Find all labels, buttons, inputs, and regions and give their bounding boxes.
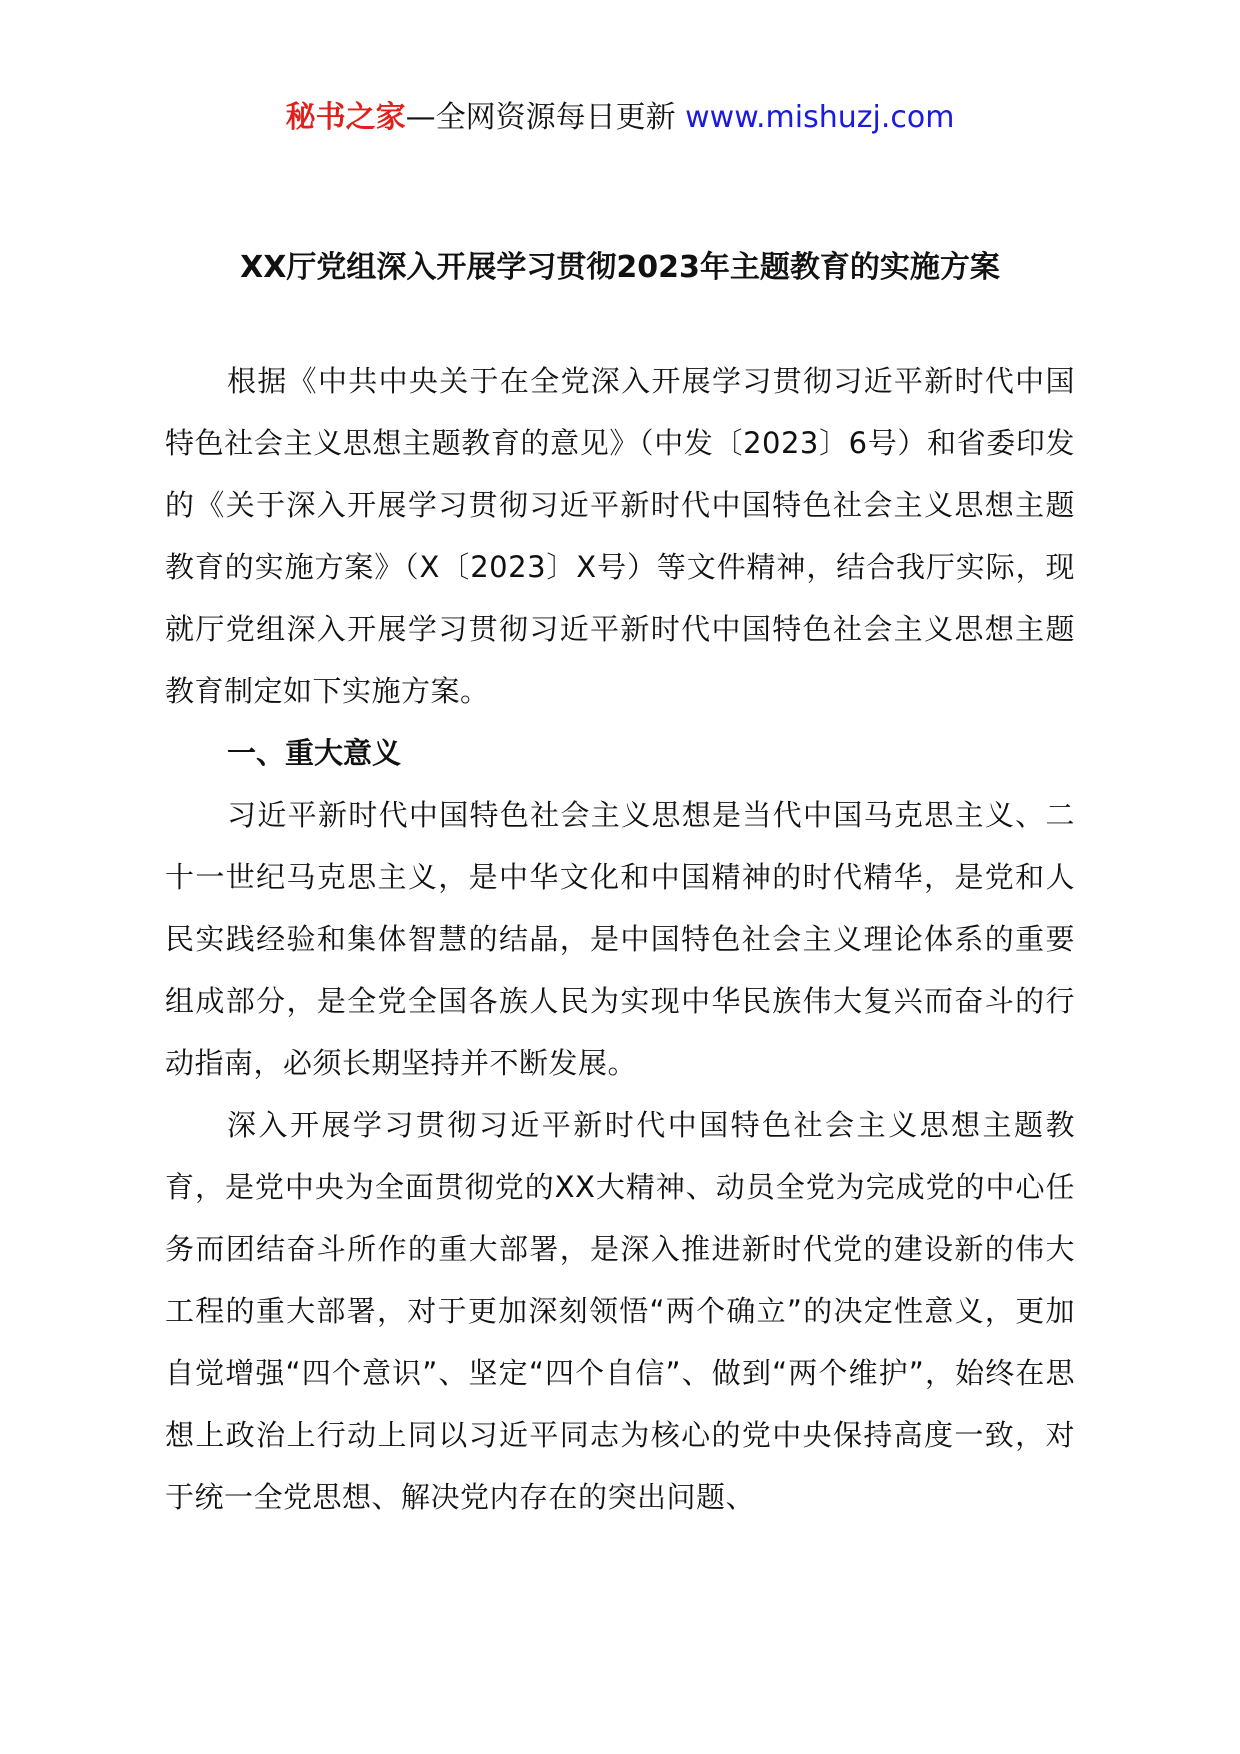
document-title: XX厅党组深入开展学习贯彻2023年主题教育的实施方案	[240, 250, 1000, 285]
paragraph-intro: 根据《中共中央关于在全党深入开展学习贯彻习近平新时代中国特色社会主义思想主题教育的意见》（中发〔2023〕6号）和省委印发的《关于深入开展学习贯彻习近平新时代中国特色社会主义思想主题教育的实施方案》（X〔2023〕X号）等文件精神，结合我厅实际，现就厅党组深入开展学习贯彻习近平新时代中国特色社会主义思想主题教育制定如下实施方案。	[165, 364, 1075, 708]
site-url-link[interactable]: www.mishuzj.com	[685, 100, 955, 135]
section-heading-significance: 一、重大意义	[227, 736, 402, 770]
header-slogan: —全网资源每日更新	[405, 100, 676, 135]
paragraph-significance-1: 习近平新时代中国特色社会主义思想是当代中国马克思主义、二十一世纪马克思主义，是中华文化和中国精神的时代精华，是党和人民实践经验和集体智慧的结晶，是中国特色社会主义理论体系的重要组成部分，是全党全国各族人民为实现中华民族伟大复兴而奋斗的行动指南，必须长期坚持并不断发展。	[165, 798, 1075, 1080]
site-header	[0, 98, 1240, 138]
document-body	[165, 350, 1075, 1528]
paragraph-significance-2: 深入开展学习贯彻习近平新时代中国特色社会主义思想主题教育，是党中央为全面贯彻党的XX大精神、动员全党为完成党的中心任务而团结奋斗所作的重大部署，是深入推进新时代党的建设新的伟大工程的重大部署，对于更加深刻领悟“两个确立”的决定性意义，更加自觉增强“四个意识”、坚定“四个自信”、做到“两个维护”，始终在思想上政治上行动上同以习近平同志为核心的党中央保持高度一致，对于统一全党思想、解决党内存在的突出问题、	[165, 1108, 1075, 1514]
brand-name: 秘书之家	[285, 100, 406, 135]
